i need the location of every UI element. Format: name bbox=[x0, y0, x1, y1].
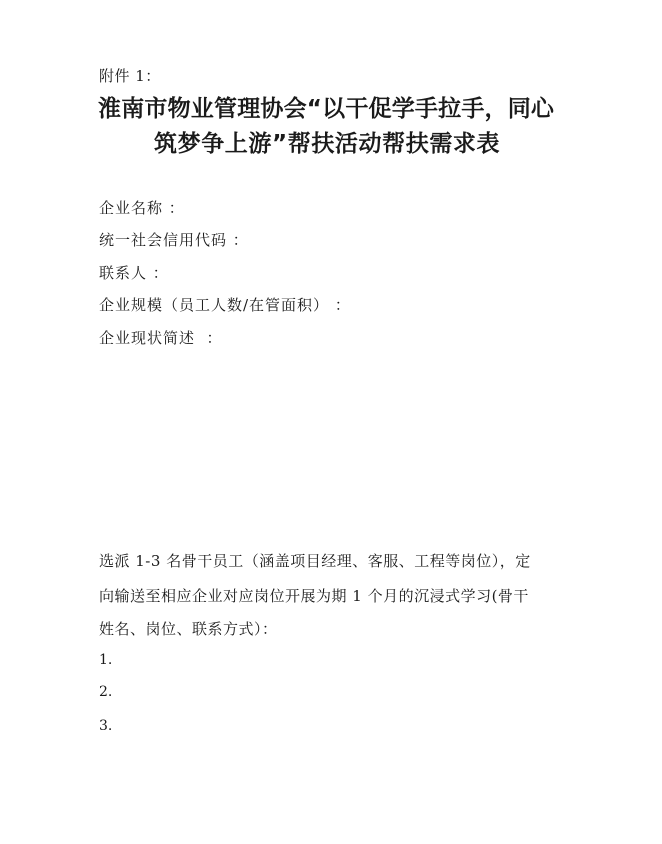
list-item-2: 2. bbox=[99, 684, 113, 700]
field-contact-person: 联系人 ： bbox=[99, 264, 169, 282]
document-title-line-2: 筑梦争上游”帮扶活动帮扶需求表 bbox=[154, 131, 501, 157]
field-company-status: 企业现状简述 ： bbox=[99, 329, 223, 347]
field-company-scale: 企业规模（员工人数/在管面积） ： bbox=[99, 296, 351, 314]
document-title-line-1: 淮南市物业管理协会“以干促学手拉手，同心 bbox=[98, 96, 555, 122]
field-credit-code: 统一社会信用代码 ： bbox=[99, 231, 249, 249]
list-item-1: 1. bbox=[99, 652, 113, 668]
paragraph-line-3: 姓名、岗位、联系方式）： bbox=[99, 620, 278, 638]
attachment-label: 附件 1： bbox=[99, 67, 161, 85]
field-company-name: 企业名称 ： bbox=[99, 199, 185, 217]
list-item-3: 3. bbox=[99, 718, 113, 734]
paragraph-line-2: 向输送至相应企业对应岗位开展为期 1 个月的沉浸式学习(骨干 bbox=[99, 587, 529, 605]
paragraph-line-1: 选派 1-3 名骨干员工（涵盖项目经理、客服、工程等岗位），定 bbox=[99, 552, 531, 570]
